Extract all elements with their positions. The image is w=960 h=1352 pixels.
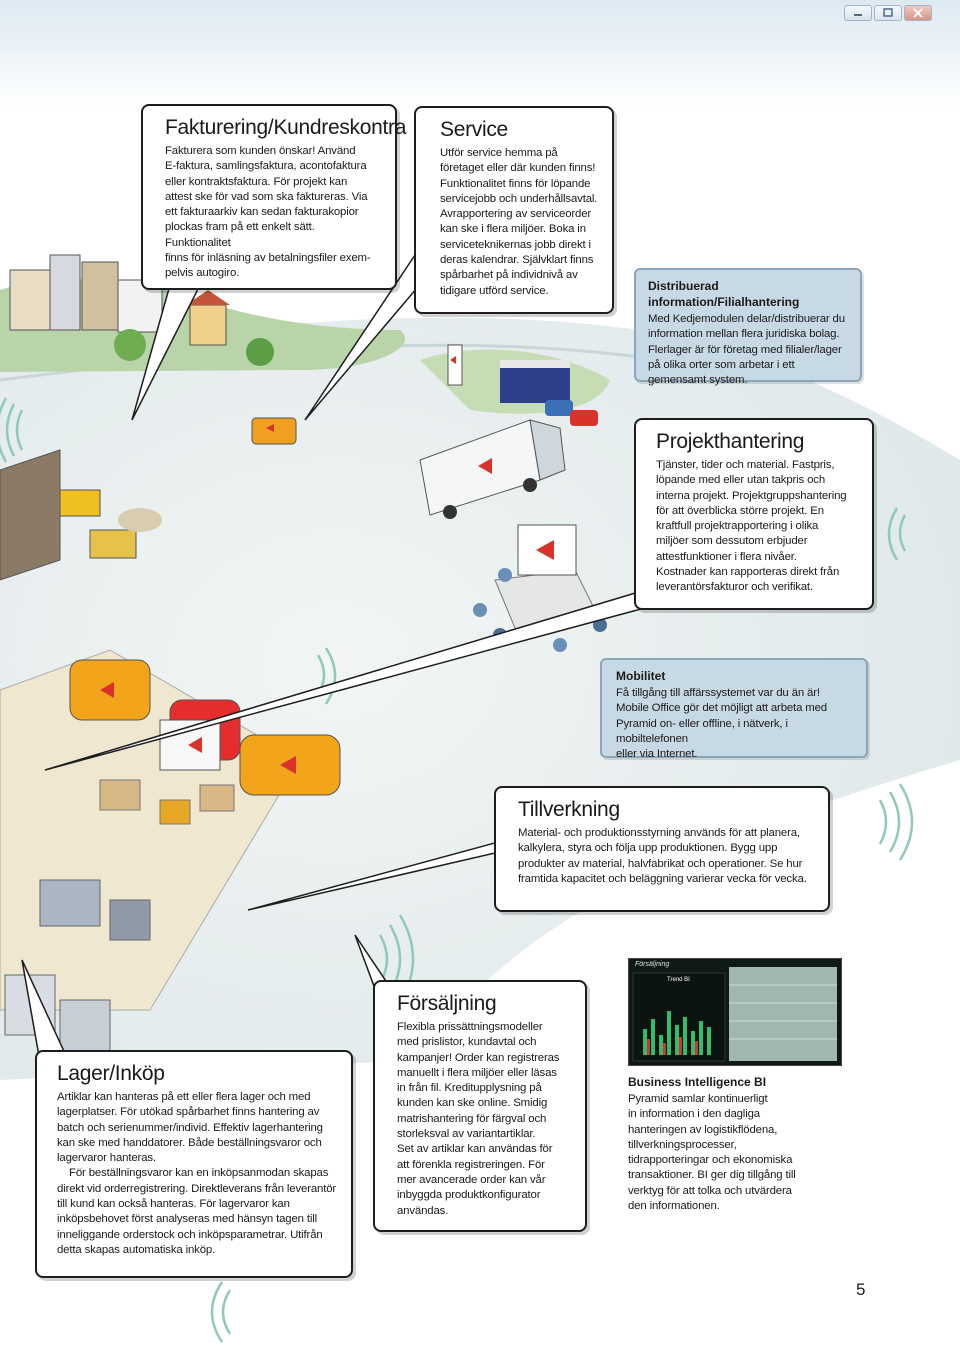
service-line: Avrapportering av serviceorder [440, 208, 592, 221]
lager-line: detta skapas automatiska inköp. [57, 1243, 216, 1256]
service-line: kan ske i flera miljöer. Boka in [440, 223, 586, 236]
projekt-line: kraftfull projektrapportering i olika [656, 520, 819, 533]
service-van [252, 418, 296, 444]
service-line: Utför service hemma på [440, 147, 558, 159]
bi-line: in information i den dagliga [628, 1108, 760, 1121]
fakturering-title: Fakturering/Kundreskontra [165, 116, 407, 139]
fakturering-line: pelvis autogiro. [165, 267, 240, 280]
bi-line: hanteringen av logistikflödena, [628, 1123, 778, 1136]
forsaljning-line: in från fil. Kreditupplysning på [397, 1082, 542, 1095]
mobilitet-text [616, 686, 854, 762]
tillverkning-title: Tillverkning [518, 798, 620, 821]
service-line: tidigare utförd service. [440, 284, 549, 297]
forsaljning-line: inbyggda produktkonfigurator [397, 1189, 541, 1202]
lager-line: kan ske med handdatorer. Både beställningsvaror och [57, 1136, 322, 1149]
distribuerad-line: information mellan flera juridiska bolag. [648, 328, 840, 341]
service-line: spårbarhet på individnivå av [440, 269, 578, 282]
fakturering-line: finns för inläsning av betalningsfiler exem- [165, 252, 371, 265]
service-line: servicejobb och underhållsavtal. [440, 192, 598, 205]
service-line: Funktionalitet finns för löpande [440, 177, 591, 190]
tillverkning-line: framtida kapacitet och beläggning varierar vecka för vecka. [518, 872, 807, 885]
tillverkning-line: Material- och produktionsstyrning används för att planera, [518, 827, 800, 839]
forsaljning-title: Försäljning [397, 992, 497, 1015]
forsaljning-text [397, 1020, 573, 1219]
fakturering-line: E-faktura, samlingsfaktura, acontofaktura [165, 160, 367, 173]
bi-box [628, 1074, 858, 1224]
mobilitet-line: eller via Internet. [616, 748, 698, 761]
mobilitet-line: Mobile Office gör det möjligt att arbeta med [616, 702, 827, 715]
forsaljning-line: mer avancerade order kan vår [397, 1173, 546, 1186]
service-title: Service [440, 118, 508, 141]
projekt-title: Projekthantering [656, 430, 805, 453]
lager-line: inneliggande orderstock och inköpsparametrar. Utifrån [57, 1228, 323, 1241]
lager-line: direkt vid orderregistrering. Direktleverans från leverantör [57, 1182, 337, 1195]
service-text [440, 146, 600, 299]
service-line: serviceteknikernas jobb direkt i [440, 238, 591, 251]
projekt-box [634, 418, 874, 610]
forsaljning-line: Flexibla prissättningsmodeller [397, 1021, 543, 1033]
mobilitet-box [600, 658, 868, 761]
bi-screenshot-graphic [629, 959, 841, 1065]
forsaljning-line: manuellt i flera miljöer eller läsas [397, 1066, 557, 1079]
distribuerad-title: Distribuerad information/Filialhantering [648, 279, 800, 309]
forsaljning-line: med prislistor, kundavtal och [397, 1036, 537, 1049]
distribuerad-text [648, 312, 848, 388]
lager-line: till kund kan också hanteras. För lagervaror kan [57, 1198, 290, 1211]
bi-line: den informationen. [628, 1200, 720, 1213]
lager-line: För beställningsvaror kan en inköpsanmodan skapas [57, 1167, 329, 1180]
bi-line: verktyg för att tolka och utvärdera [628, 1184, 792, 1197]
forsaljning-line: användas. [397, 1204, 449, 1217]
tillverkning-line: produkter av material, halvfabrikat och operationer. Se hur [518, 857, 803, 870]
fakturering-line: plockas fram på ett enkelt sätt. Funktionalitet [165, 221, 315, 249]
forsaljning-box [373, 980, 587, 1232]
bi-line: tillverkningsprocesser, [628, 1138, 737, 1151]
minimize-icon[interactable] [844, 5, 872, 21]
projekt-line: leverantörsfakturor och verifikat. [656, 581, 813, 594]
mobilitet-title: Mobilitet [616, 669, 666, 683]
bi-text [628, 1092, 858, 1214]
forsaljning-line: storleksval av variantartiklar. [397, 1128, 536, 1141]
bi-chart-title: Trend BI [667, 977, 690, 983]
projekt-line: miljöer som dessutom erbjuder [656, 535, 808, 548]
service-line: deras kalendrar. Självklart finns [440, 254, 594, 267]
tillverkning-box [494, 786, 830, 912]
forsaljning-line: kunden kan ske online. Smidig [397, 1097, 548, 1110]
fakturering-box [141, 104, 407, 290]
lager-title: Lager/Inköp [57, 1062, 165, 1085]
bi-line: Pyramid samlar kontinuerligt [628, 1093, 768, 1105]
projekt-line: interna projekt. Projektgruppshantering [656, 489, 847, 502]
bi-line: tidrapporteringar och ekonomiska [628, 1154, 793, 1167]
forsaljning-line: Set av artiklar kan användas för [397, 1143, 553, 1156]
mobilitet-line: Få tillgång till affärssystemet var du än är! [616, 687, 820, 699]
distribuerad-line: Med Kedjemodulen delar/distribuerar du [648, 313, 845, 325]
window-controls [844, 5, 932, 21]
tillverkning-text [518, 826, 816, 887]
mobilitet-line: Pyramid on- eller offline, i nätverk, i mobiltelefonen [616, 717, 788, 745]
page-number: 5 [856, 1280, 866, 1299]
projekt-line: Kostnader kan rapporteras direkt från [656, 566, 840, 579]
projekt-line: attestfunktioner i flera nivåer. [656, 550, 797, 563]
fakturering-line: attest ske för vad som ska faktureras. Via [165, 190, 368, 203]
projekt-line: löpande med eller utan takpris och [656, 474, 826, 487]
lager-line: Artiklar kan hanteras på ett eller flera lager och med [57, 1091, 311, 1103]
tillverkning-line: kalkylera, styra och följa upp produktionen. Bygg upp [518, 842, 778, 855]
bi-screenshot-title: Försäljning [635, 961, 670, 968]
fakturering-line: ett fakturaarkiv kan sedan fakturakopior [165, 206, 359, 219]
fakturering-line: eller kontraktsfaktura. För projekt kan [165, 175, 348, 188]
forsaljning-line: att förenkla registreringen. För [397, 1158, 545, 1171]
projekt-line: Tjänster, tider och material. Fastpris, [656, 459, 835, 471]
lager-text [57, 1090, 339, 1258]
distribuerad-box [634, 268, 862, 387]
close-icon[interactable] [904, 5, 932, 21]
lager-line: inköpsbehovet först analyseras med hänsyn tagen till [57, 1213, 318, 1226]
distribuerad-line: Flerlager är för företag med filialer/lager [648, 343, 842, 356]
bi-screenshot [628, 958, 842, 1066]
maximize-icon[interactable] [874, 5, 902, 21]
bi-line: transaktioner. BI ger dig tillgång till [628, 1169, 796, 1182]
forsaljning-line: kampanjer! Order kan registreras [397, 1051, 560, 1064]
bi-title: Business Intelligence BI [628, 1075, 767, 1089]
distribuerad-line: gemensamt system. [648, 374, 748, 387]
fakturering-line: Fakturera som kunden önskar! Använd [165, 145, 356, 157]
lager-line: lagervaror hanteras. [57, 1152, 156, 1165]
distribuerad-line: på olika orter som arbetar i ett [648, 358, 795, 371]
lager-line: lagerplatser. För utökad spårbarhet finns hantering av [57, 1106, 320, 1119]
projekt-text [656, 458, 860, 596]
service-box [414, 106, 614, 314]
forsaljning-line: matrishantering för färgval och [397, 1112, 547, 1125]
projekt-line: för att överblicka större projekt. En [656, 504, 824, 517]
service-line: företaget eller där kunden finns! [440, 162, 596, 175]
lager-box [35, 1050, 353, 1278]
fakturering-text [165, 144, 383, 282]
lager-line: batch och serienummer/individ. Effektiv lagerhantering [57, 1121, 323, 1134]
